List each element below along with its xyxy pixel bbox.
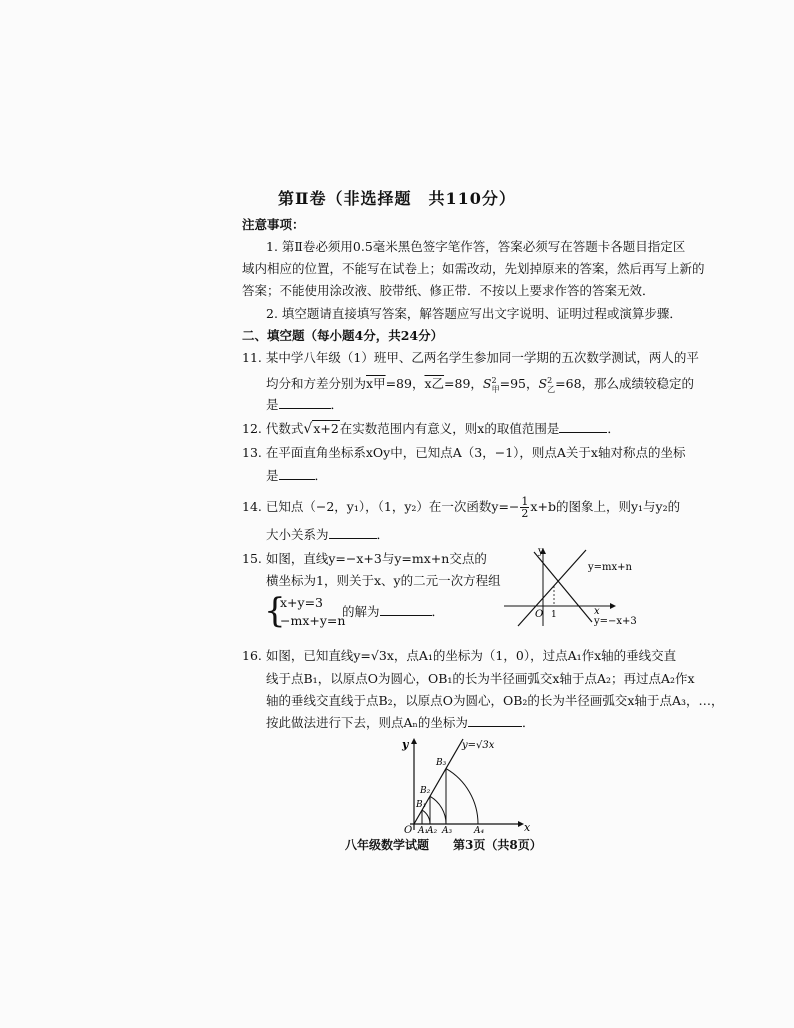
- q15-line2-label: y=−x+3: [594, 616, 637, 627]
- q16-a1-label: A₁: [418, 826, 429, 836]
- q12-post: 在实数范围内有意义，则x的取值范围是: [339, 421, 560, 436]
- q11-s-b-sub: 乙: [547, 384, 556, 394]
- q15-origin-label: O: [535, 609, 544, 620]
- q16-a3-label: A₃: [442, 826, 453, 836]
- q16-origin-label: O: [404, 825, 413, 836]
- q13-text1: 在平面直角坐标系xOy中，已知点A（3，−1），则点A关于x轴对称点的坐标: [265, 445, 686, 460]
- q13-answer-blank[interactable]: [279, 467, 315, 480]
- q16-line-label: y=√3x: [462, 740, 495, 751]
- q16-answer-blank[interactable]: [468, 714, 522, 727]
- q11-xbar-a: x甲: [366, 376, 386, 392]
- q16-arc-2: [430, 796, 446, 824]
- q16-y-label: y: [402, 738, 409, 751]
- q11-eq-a: =89，: [385, 376, 425, 392]
- notes-item2: 2. 填空题请直接填写答案，解答题应写出文字说明、证明过程或演算步骤．: [266, 306, 682, 321]
- q14-frac-den: 2: [521, 507, 529, 520]
- q12-line: [242, 420, 620, 438]
- system-brace-icon: {: [264, 591, 286, 631]
- q11-s-a-sup: 2: [491, 376, 497, 385]
- q14-line2: [266, 526, 389, 544]
- q11-s-a-sub: 甲: [491, 384, 500, 394]
- q11-line3: [266, 396, 343, 414]
- q11-eq-b: =89，: [444, 376, 483, 392]
- notes-item1-line3: 答案；不能使用涂改液、胶带纸、修正带．不按以上要求作答的答案无效．: [242, 283, 655, 298]
- notes-heading: 注意事项：: [242, 217, 305, 232]
- q11-s-b: S: [538, 376, 548, 392]
- q15-answer-blank[interactable]: [380, 603, 432, 616]
- q15-line1-label: y=mx+n: [588, 562, 632, 573]
- q14-text2: 大小关系为: [266, 527, 329, 542]
- q15-figure: [500, 540, 640, 630]
- q16-line2: 线于点B₁，以原点O为圆心，OB₁的长为半径画弧交x轴于点A₂；再过点A₂作x: [266, 671, 695, 686]
- q13-line2: [266, 467, 327, 485]
- q11-s-a-val: =95，: [499, 376, 539, 392]
- q16-end: ．: [521, 715, 535, 730]
- q12-answer-blank[interactable]: [559, 420, 607, 433]
- q12-number: 12.: [242, 421, 262, 436]
- q14-frac-num: 1: [521, 495, 529, 508]
- q15-eq2: −mx+y=n: [280, 613, 346, 628]
- q15-y-label: y: [538, 546, 544, 557]
- q14-answer-blank[interactable]: [329, 526, 377, 539]
- y-arrow-icon: [411, 738, 417, 744]
- q15-post: 的解为: [342, 604, 380, 619]
- q11-s-a: S: [482, 376, 492, 392]
- q11-s-b-val: =68，那么成绩较稳定的: [555, 376, 695, 392]
- q13-number: 13.: [242, 445, 262, 460]
- q16-line3: 轴的垂线交直线于点B₂，以原点O为圆心，OB₂的长为半径画弧交x轴于点A₃，…，: [266, 693, 724, 708]
- q11-xbar-b: x乙: [424, 376, 445, 392]
- page-title: 第Ⅱ卷（非选择题 共110分）: [278, 189, 516, 208]
- q16-a4-label: A₄: [474, 826, 485, 836]
- q11-text2: 均分和方差分别为: [266, 376, 367, 392]
- q12-radicand: x+2: [313, 421, 339, 436]
- notes-item1-line2: 域内相应的位置，不能写在试卷上；如需改动，先划掉原来的答案，然后再写上新的: [242, 261, 705, 276]
- q13-end: ．: [314, 468, 328, 483]
- q16-text1: 如图，已知直线y=√3x，点A₁的坐标为（1，0），过点A₁作x轴的垂线交直: [265, 648, 677, 663]
- q11-line2: [266, 372, 694, 399]
- q11-number: 11.: [242, 350, 262, 365]
- q11-line1: [242, 349, 699, 367]
- q16-b3-label: B₃: [436, 758, 447, 768]
- q16-x-label: x: [524, 821, 531, 834]
- q16-line: [414, 739, 463, 824]
- q16-line4: [266, 714, 534, 732]
- q15-eq1: x+y=3: [280, 595, 324, 610]
- q16-arc-1: [422, 810, 430, 824]
- q14-end: ．: [376, 527, 390, 542]
- q16-number: 16.: [242, 648, 262, 663]
- section-heading: 二、填空题（每小题4分，共24分）: [242, 328, 444, 343]
- q16-text4: 按此做法进行下去，则点Aₙ的坐标为: [266, 715, 468, 730]
- q11-end: ．: [330, 397, 344, 412]
- q16-arc-3: [446, 769, 478, 824]
- q15-line2: 横坐标为1，则关于x、y的二元一次方程组: [266, 573, 501, 588]
- q13-line1: [242, 444, 685, 462]
- q14-post: x+b的图象上，则y₁与y₂的: [530, 499, 681, 514]
- q14-pre: 已知点（−2，y₁），（1，y₂）在一次函数y=−: [265, 499, 520, 514]
- q16-a2-label: A₂: [427, 826, 438, 836]
- sqrt-sign-icon: √: [303, 421, 313, 437]
- q15-tail: [342, 603, 444, 621]
- q11-s-b-sup: 2: [547, 376, 553, 385]
- q15-x-label: x: [594, 606, 600, 617]
- q16-line1: [242, 647, 676, 665]
- notes-item1-line1: 1. 第Ⅱ卷必须用0.5毫米黑色签字笔作答，答案必须写在答题卡各题目指定区: [266, 239, 686, 254]
- q16-figure: [396, 732, 536, 836]
- q14-line1: [242, 496, 680, 519]
- x-arrow-icon: [610, 603, 616, 609]
- page-footer: 八年级数学试题 第3页（共8页）: [345, 838, 542, 852]
- q11-text1: 某中学八年级（1）班甲、乙两名学生参加同一学期的五次数学测试，两人的平: [265, 350, 699, 365]
- q14-number: 14.: [242, 499, 262, 514]
- q15-line1: [242, 550, 487, 568]
- q16-b1-label: B₁: [416, 800, 427, 810]
- q12-end: ．: [607, 421, 620, 436]
- q12-pre: 代数式: [265, 421, 304, 436]
- q14-fraction: [520, 496, 529, 519]
- q15-one-label: 1: [551, 610, 557, 620]
- q11-answer-blank[interactable]: [279, 396, 331, 409]
- q15-end: ．: [431, 604, 445, 619]
- q15-text1: 如图，直线y=−x+3与y=mx+n交点的: [265, 551, 487, 566]
- q15-number: 15.: [242, 551, 262, 566]
- q13-text2: 是: [266, 468, 279, 483]
- q11-text3: 是: [266, 397, 279, 412]
- q16-b2-label: B₂: [420, 786, 431, 796]
